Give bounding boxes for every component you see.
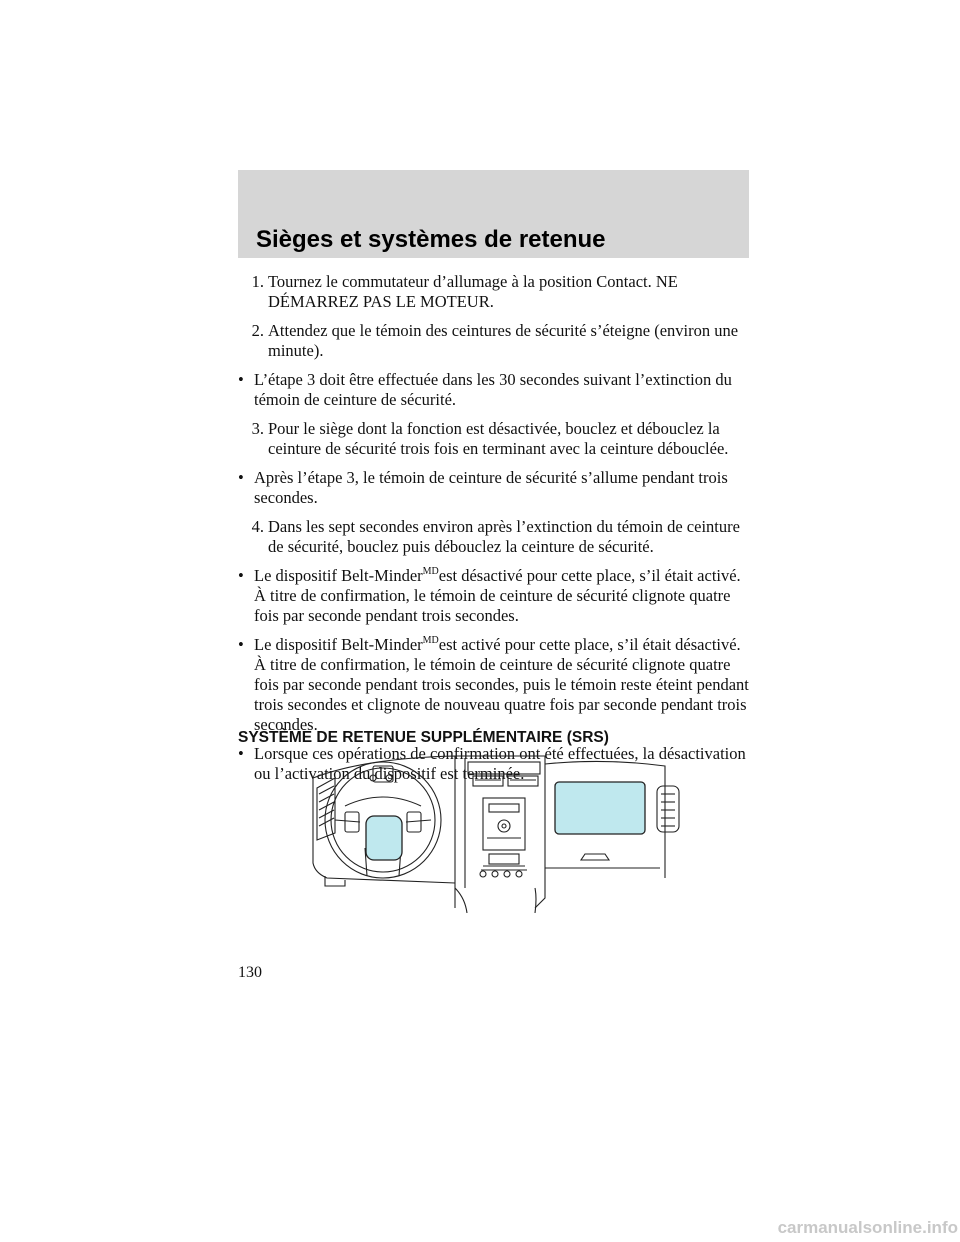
list-marker: 1.	[251, 272, 264, 291]
right-vent	[657, 786, 679, 832]
list-item-step-3	[238, 419, 750, 459]
trademark-superscript: MD	[422, 635, 439, 646]
list-item-text: L’étape 3 doit être effectuée dans les 30 secondes suivant l’extinction du témoin de ceinture de sécurité.	[254, 370, 732, 409]
list-item-text: Attendez que le témoin des ceintures de sécurité s’éteigne (environ une minute).	[268, 321, 739, 360]
list-item-bullet	[238, 635, 750, 735]
list-marker: 3.	[251, 419, 264, 438]
passenger-airbag-highlight	[555, 782, 645, 834]
bullet-marker: •	[238, 635, 244, 654]
page-number: 130	[238, 964, 262, 981]
center-stack	[455, 756, 545, 908]
list-item-bullet	[238, 370, 750, 410]
list-item-text: Après l’étape 3, le témoin de ceinture de sécurité s’allume pendant trois secondes.	[254, 468, 728, 507]
page-title: Sièges et systèmes de retenue	[256, 226, 606, 253]
dashboard-airbag-illustration	[305, 748, 695, 913]
list-item-text: Pour le siège dont la fonction est désactivée, bouclez et débouclez la ceinture de sécurité trois fois en terminant avec la ceinture débouclée.	[268, 419, 729, 458]
list-marker: 2.	[251, 321, 264, 340]
list-item-text-end: est activé pour cette place, s’il était désactivé. À titre de confirmation, le témoin de ceinture de sécurité clignote quatre fois par seconde pendant trois secondes, puis le témoin reste éteint pendant trois secondes et clignote de nouveau quatre fois par seconde pendant trois secondes.	[254, 635, 749, 734]
bullet-marker: •	[238, 370, 244, 389]
list-item-text: Lorsque ces opérations de confirmation ont été effectuées, la désactivation ou l’activation du dispositif est terminée.	[254, 744, 746, 783]
bullet-marker: •	[238, 468, 244, 487]
glove-box-handle	[581, 854, 609, 860]
body-text	[238, 272, 750, 793]
section-heading: SYSTÈME DE RETENUE SUPPLÉMENTAIRE (SRS)	[238, 729, 609, 746]
bullet-marker: •	[238, 744, 244, 763]
driver-airbag-highlight	[366, 816, 402, 860]
console-lines	[455, 888, 536, 913]
list-item-bullet	[238, 566, 750, 626]
trademark-superscript: MD	[422, 566, 439, 577]
list-item-text: Tournez le commutateur d’allumage à la position Contact. NE DÉMARREZ PAS LE MOTEUR.	[268, 272, 678, 311]
list-item-step-4	[238, 517, 750, 557]
list-item-text: Dans les sept secondes environ après l’extinction du témoin de ceinture de sécurité, bouclez puis débouclez la ceinture de sécurité.	[268, 517, 740, 556]
watermark: carmanualsonline.info	[777, 1218, 958, 1237]
list-marker: 4.	[251, 517, 264, 536]
list-item-text-end: est désactivé pour cette place, s’il était activé. À titre de confirmation, le témoin de ceinture de sécurité clignote quatre fois par seconde pendant trois secondes.	[254, 566, 741, 625]
bullet-marker: •	[238, 566, 244, 585]
list-item-text-start: Le dispositif Belt-Minder	[254, 566, 423, 585]
list-item-step-1	[238, 272, 750, 312]
list-item-text-start: Le dispositif Belt-Minder	[254, 635, 423, 654]
list-item-step-2	[238, 321, 750, 361]
list-item-bullet	[238, 468, 750, 508]
